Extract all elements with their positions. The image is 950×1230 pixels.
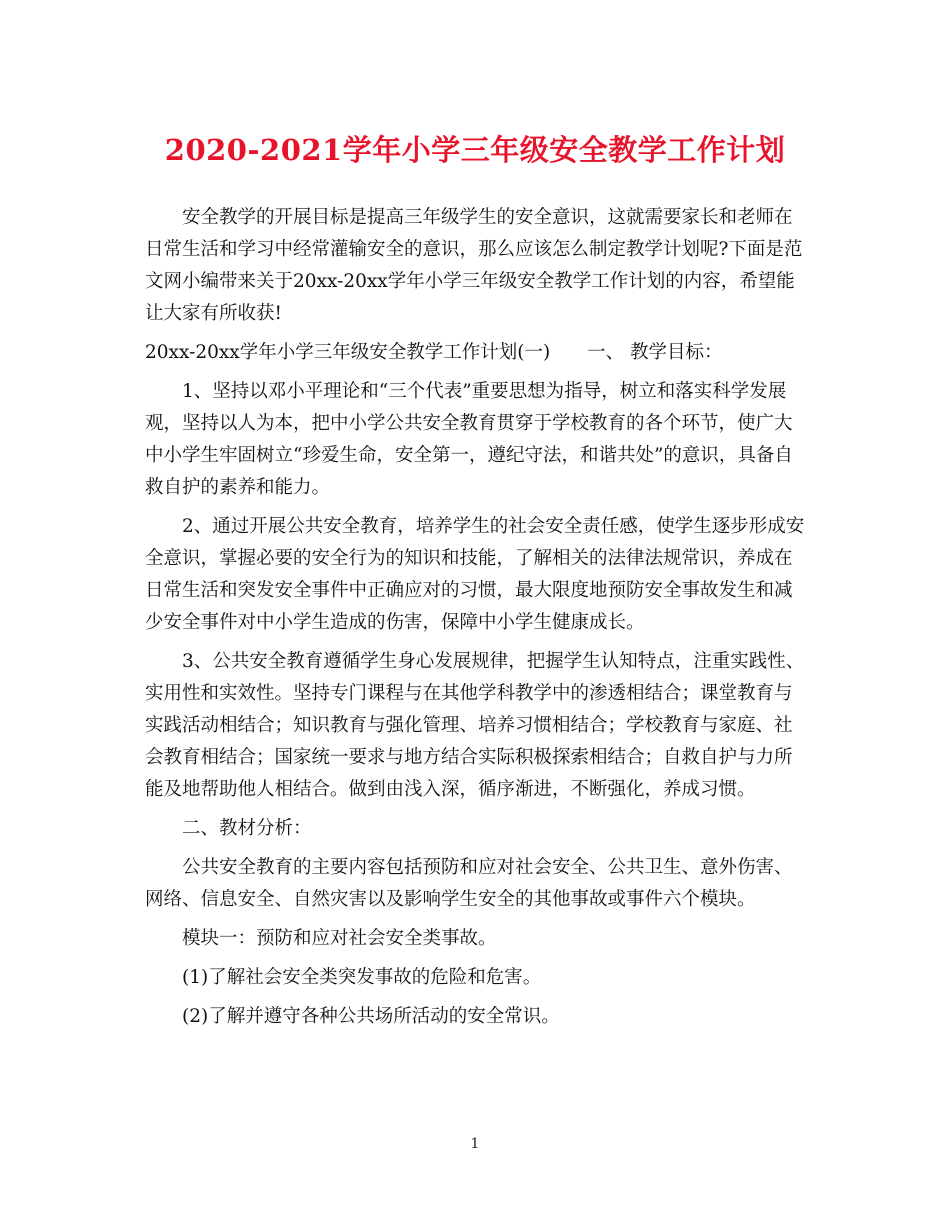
paragraph-module-1: 模块一：预防和应对社会安全类事故。 xyxy=(182,928,497,949)
paragraph-item-2: (2)了解并遵守各种公共场所活动的安全常识。 xyxy=(182,1006,560,1027)
paragraph-section-2-heading: 二、教材分析： xyxy=(182,818,312,839)
paragraph-materials: 公共安全教育的主要内容包括预防和应对社会安全、公共卫生、意外伤害、网络、信息安全、自然灾害以及影响学生安全的其他事故或事件六个模块。 xyxy=(145,857,793,910)
document-title: 2020-2021学年小学三年级安全教学工作计划 xyxy=(164,133,786,167)
paragraph-goal-2: 2、通过开展公共安全教育，培养学生的社会安全责任感，使学生逐步形成安全意识，掌握必要的安全行为的知识和技能，了解相关的法律法规常识，养成在日常生活和突发安全事件中正确应对的习惯，最大限度地预防安全事故发生和减少安全事件对中小学生造成的伤害，保障中小学生健康成长。 xyxy=(145,516,805,633)
paragraph-plan-heading: 20xx-20xx学年小学三年级安全教学工作计划(一) 一、 教学目标： xyxy=(145,342,723,363)
document-body xyxy=(145,202,805,1033)
paragraph-item-1: (1)了解社会安全类突发事故的危险和危害。 xyxy=(182,967,542,988)
paragraph-intro: 安全教学的开展目标是提高三年级学生的安全意识，这就需要家长和老师在日常生活和学习中经常灌输安全的意识，那么应该怎么制定教学计划呢?下面是范文网小编带来关于20xx-20xx学年小学三年级安全教学工作计划的内容，希望能让大家有所收获! xyxy=(145,207,803,324)
page-number: 1 xyxy=(470,1136,480,1152)
paragraph-goal-3: 3、公共安全教育遵循学生身心发展规律，把握学生认知特点，注重实践性、实用性和实效性。坚持专门课程与在其他学科教学中的渗透相结合；课堂教育与实践活动相结合；知识教育与强化管理、培养习惯相结合；学校教育与家庭、社会教育相结合；国家统一要求与地方结合实际积极探索相结合；自救自护与力所能及地帮助他人相结合。做到由浅入深，循序渐进，不断强化，养成习惯。 xyxy=(145,651,805,800)
paragraph-goal-1: 1、坚持以邓小平理论和“三个代表”重要思想为指导，树立和落实科学发展观，坚持以人为本，把中小学公共安全教育贯穿于学校教育的各个环节，使广大中小学生牢固树立“珍爱生命，安全第一，遵纪守法，和谐共处”的意识，具备自救自护的素养和能力。 xyxy=(145,381,793,498)
